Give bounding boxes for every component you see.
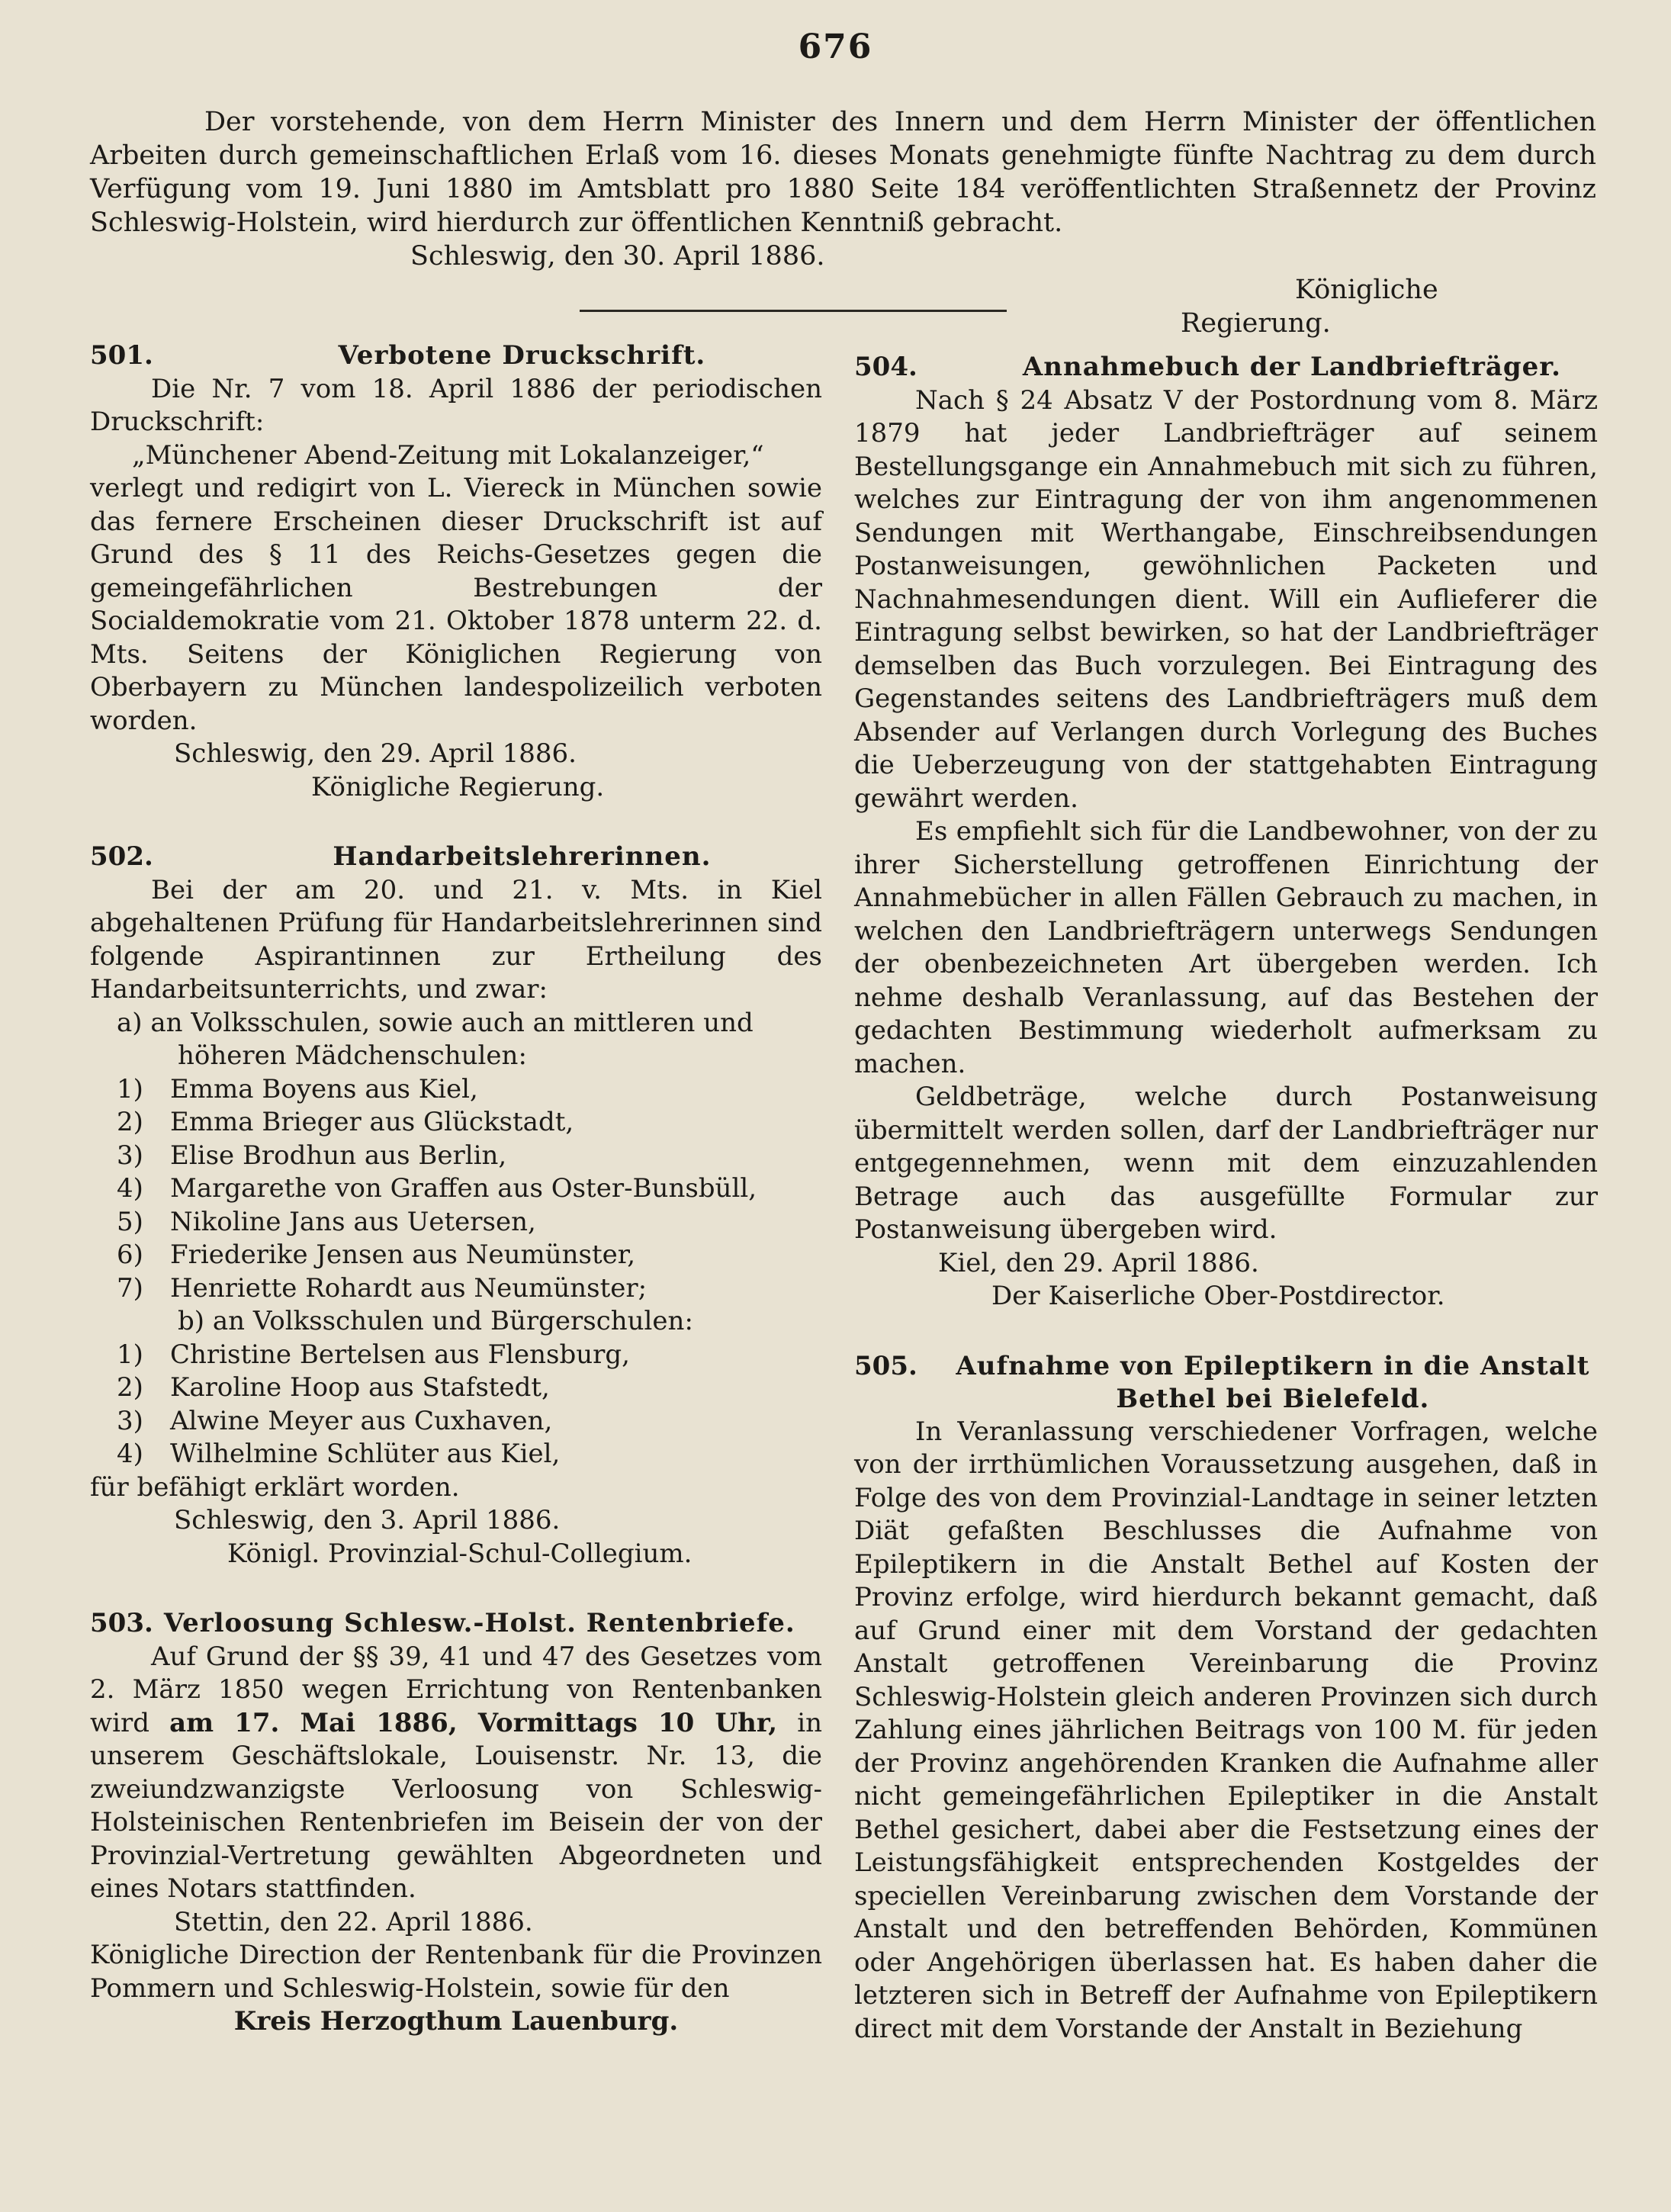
section-heading bbox=[854, 351, 1598, 384]
item-text: Alwine Meyer aus Cuxhaven, bbox=[170, 1405, 553, 1436]
paragraph-text: in unserem Geschäftslokale, Louisenstr. Nr. 13, die zweiundzwanzigste Verloosung von Schleswig-Holsteinischen Rentenbriefen im Beisein der von der Provinzial-Vertretung gewählten Abgeordneten und eines Notars stattfinden. bbox=[90, 1707, 822, 1904]
list-item bbox=[90, 1272, 822, 1306]
paragraph-text: Auf Grund der §§ 39, 41 und 47 des Gesetzes vom 2. März 1850 wegen Errichtung von Rentenbanken wird bbox=[90, 1641, 822, 1738]
left-column bbox=[90, 339, 822, 2075]
intro-text: Der vorstehende, von dem Herrn Minister des Innern und dem Herrn Minister der öffentlichen Arbeiten durch gemeinschaftlichen Erlaß vom 16. dieses Monats genehmigte fünfte Nachtrag zu dem durch Verfügung vom 19. Juni 1880 im Amtsblatt pro 1880 Seite 184 veröffentlichten Straßennetz der Provinz Schleswig-Holstein, wird hierdurch zur öffentlichen Kenntniß gebracht. bbox=[90, 107, 1596, 238]
intro-notice bbox=[90, 105, 1596, 340]
section-503 bbox=[90, 1607, 822, 2039]
list-item bbox=[90, 1339, 822, 1372]
section-title-block bbox=[948, 1350, 1598, 1416]
intro-signature: Königliche Regierung. bbox=[1181, 275, 1438, 339]
item-number: 2) bbox=[117, 1372, 143, 1403]
section-number: 501. bbox=[90, 340, 153, 371]
bold-date: am 17. Mai 1886, Vormittags 10 Uhr, bbox=[169, 1707, 778, 1738]
place-date: Schleswig, den 3. April 1886. bbox=[174, 1505, 561, 1535]
paragraph bbox=[90, 1641, 822, 1906]
list-a-heading: a) an Volksschulen, sowie auch an mittleren und bbox=[117, 1007, 754, 1038]
section-504 bbox=[854, 351, 1598, 1313]
item-number: 4) bbox=[117, 1173, 143, 1204]
list-item bbox=[90, 1239, 822, 1272]
section-title: Verloosung Schlesw.-Holst. Rentenbriefe. bbox=[163, 1608, 795, 1638]
list-item bbox=[90, 1172, 822, 1206]
item-text: Elise Brodhun aus Berlin, bbox=[170, 1140, 507, 1171]
list-item bbox=[90, 1073, 822, 1107]
section-heading bbox=[90, 841, 822, 874]
paragraph: In Veranlassung verschiedener Vorfragen, welche von der irrthümlichen Voraussetzung ausgehen, daß in Folge des von dem Provinzial-Landtage in seiner letzten Diät gefaßten Beschlusses die Aufnahme von Epileptikern in die Anstalt Bethel auf Kosten der Provinz erfolge, wird hierdurch bekannt gemacht, daß auf Grund einer mit dem Vorstand der gedachten Anstalt getroffenen Vereinbarung die Provinz Schleswig-Holstein gleich anderen Provinzen sich durch Zahlung eines jährlichen Beitrags von 100 M. für jeden der Provinz angehörenden Kranken die Aufnahme aller nicht gemeingefährlichen Epileptiker in die Anstalt Bethel gesichert, dabei aber die Festsetzung eines der Leistungsfähigkeit entsprechenden Kostgeldes der speciellen Vereinbarung zwischen dem Vorstande der Anstalt und den betreffenden Behörden, Kommünen oder Angehörigen überlassen hat. Es haben daher die letzteren sich in Betreff der Aufnahme von Epileptikern direct mit dem Vorstande der Anstalt in Beziehung bbox=[854, 1416, 1598, 2044]
section-502 bbox=[90, 841, 822, 1571]
paragraph: Die Nr. 7 vom 18. April 1886 der periodischen Druckschrift: bbox=[90, 373, 822, 437]
list-item bbox=[90, 1106, 822, 1140]
item-number: 3) bbox=[117, 1140, 143, 1171]
section-number: 502. bbox=[90, 841, 153, 872]
closing-line: für befähigt erklärt worden. bbox=[90, 1471, 460, 1503]
item-text: Wilhelmine Schlüter aus Kiel, bbox=[170, 1439, 561, 1469]
list-b bbox=[90, 1339, 822, 1471]
section-title: Aufnahme von Epileptikern in die Anstalt bbox=[956, 1350, 1590, 1381]
item-number: 1) bbox=[117, 1339, 143, 1370]
place-date: Stettin, den 22. April 1886. bbox=[174, 1906, 533, 1937]
signature: Königliche Regierung. bbox=[311, 771, 605, 802]
list-a bbox=[90, 1073, 822, 1306]
item-number: 5) bbox=[117, 1206, 143, 1237]
item-text: Karoline Hoop aus Stafstedt, bbox=[170, 1372, 550, 1403]
item-text: Margarethe von Graffen aus Oster-Bunsbüll, bbox=[170, 1173, 757, 1204]
item-text: Henriette Rohardt aus Neumünster; bbox=[170, 1272, 648, 1304]
section-505 bbox=[854, 1350, 1598, 2046]
paragraph: Nach § 24 Absatz V der Postordnung vom 8. März 1879 hat jeder Landbriefträger auf seinem Bestellungsgange ein Annahmebuch mit sich zu führen, welches zur Eintragung der von ihm angenommenen Sendungen mit Werthangabe, Einschreibsendungen Postanweisungen, gewöhnlichen Packeten und Nachnahmesendungen dient. Will ein Auflieferer die Eintragung selbst bewirken, so hat der Landbriefträger demselben das Buch vorzulegen. Bei Eintragung des Gegenstandes seitens des Landbriefträgers muß dem Absender auf Verlangen durch Vorlegung des Buches die Ueberzeugung von der stattgehabten Eintragung gewährt werden. bbox=[854, 384, 1598, 814]
section-title: Annahmebuch der Landbriefträger. bbox=[1022, 352, 1561, 382]
section-501 bbox=[90, 339, 822, 804]
right-column bbox=[854, 351, 1598, 2082]
item-number: 2) bbox=[117, 1107, 143, 1137]
signature: Königl. Provinzial-Schul-Collegium. bbox=[227, 1538, 693, 1569]
item-text: Emma Brieger aus Glückstadt, bbox=[170, 1107, 574, 1137]
section-heading bbox=[90, 1607, 822, 1641]
page-number: 676 bbox=[798, 27, 873, 66]
item-text: Friederike Jensen aus Neumünster, bbox=[170, 1239, 636, 1270]
signature: Königliche Direction der Rentenbank für die Provinzen Pommern und Schleswig-Holstein, sowie für den bbox=[90, 1940, 822, 2004]
item-text: Emma Boyens aus Kiel, bbox=[170, 1073, 478, 1104]
section-number: 503. bbox=[90, 1608, 153, 1638]
paragraph: verlegt und redigirt von L. Viereck in München sowie das fernere Erscheinen dieser Druckschrift ist auf Grund des § 11 des Reichs-Gesetzes gegen die gemeingefährlichen Bestrebungen der Socialdemokratie vom 21. Oktober 1878 unterm 22. d. Mts. Seitens der Königlichen Regierung von Oberbayern zu München landespolizeilich verboten worden. bbox=[90, 473, 822, 736]
place-date: Kiel, den 29. April 1886. bbox=[938, 1247, 1259, 1278]
list-item bbox=[90, 1405, 822, 1439]
section-heading bbox=[854, 1350, 1598, 1416]
intro-place-date: Schleswig, den 30. April 1886. bbox=[410, 241, 825, 272]
item-number: 4) bbox=[117, 1439, 143, 1469]
section-number: 504. bbox=[854, 352, 917, 382]
separator-rule bbox=[580, 310, 1007, 312]
section-title-cont: Bethel bei Bielefeld. bbox=[1116, 1383, 1430, 1414]
list-item bbox=[90, 1371, 822, 1405]
section-title: Handarbeitslehrerinnen. bbox=[333, 841, 712, 872]
item-number: 3) bbox=[117, 1405, 143, 1436]
item-number: 7) bbox=[117, 1272, 143, 1304]
section-title: Verbotene Druckschrift. bbox=[338, 340, 706, 371]
place-date: Schleswig, den 29. April 1886. bbox=[174, 738, 577, 769]
signature: Der Kaiserliche Ober-Postdirector. bbox=[991, 1281, 1445, 1311]
item-text: Nikoline Jans aus Uetersen, bbox=[170, 1206, 536, 1237]
paragraph: Bei der am 20. und 21. v. Mts. in Kiel abgehaltenen Prüfung für Handarbeitslehrerinnen sind folgende Aspirantinnen zur Ertheilung des Handarbeitsunterrichts, und zwar: bbox=[90, 874, 822, 1005]
section-heading bbox=[90, 339, 822, 373]
item-number: 1) bbox=[117, 1073, 143, 1104]
quoted-title: „Münchener Abend-Zeitung mit Lokalanzeiger,“ bbox=[132, 439, 764, 471]
list-a-heading-cont: höheren Mädchenschulen: bbox=[178, 1040, 527, 1071]
signature-cont: Kreis Herzogthum Lauenburg. bbox=[233, 2006, 679, 2037]
list-b-heading: b) an Volksschulen und Bürgerschulen: bbox=[178, 1306, 693, 1336]
paragraph: Es empfiehlt sich für die Landbewohner, von der zu ihrer Sicherstellung getroffenen Einrichtung der Annahmebücher in allen Fällen Gebrauch zu machen, in welchen den Landbriefträgern unterwegs Sendungen der obenbezeichneten Art übergeben werden. Ich nehme deshalb Veranlassung, auf das Bestehen der gedachten Bestimmung wiederholt aufmerksam zu machen. bbox=[854, 816, 1598, 1079]
list-item bbox=[90, 1140, 822, 1173]
paragraph: Geldbeträge, welche durch Postanweisung übermittelt werden sollen, darf der Landbriefträger nur entgegennehmen, wenn mit dem einzuzahlenden Betrage auch das ausgefüllte Formular zur Postanweisung übergeben wird. bbox=[854, 1082, 1598, 1245]
section-number: 505. bbox=[854, 1350, 917, 1381]
item-text: Christine Bertelsen aus Flensburg, bbox=[170, 1339, 630, 1370]
list-item bbox=[90, 1438, 822, 1471]
item-number: 6) bbox=[117, 1239, 143, 1270]
list-item bbox=[90, 1206, 822, 1239]
